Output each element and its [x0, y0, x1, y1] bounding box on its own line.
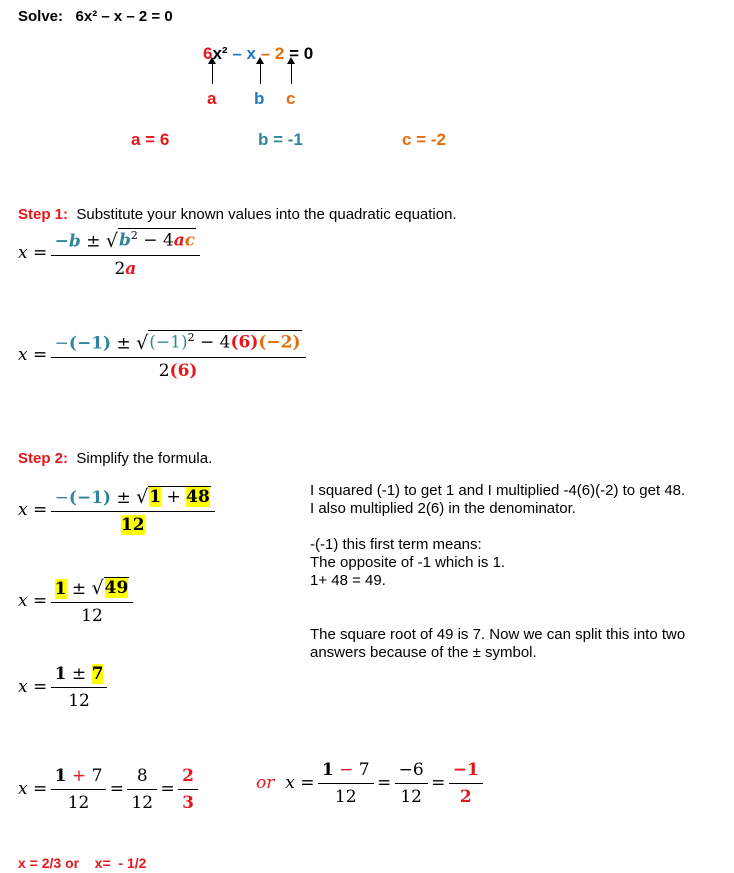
- note-line: 1+ 48 = 49.: [310, 572, 386, 589]
- fraction: [451, 760, 481, 807]
- fraction: [397, 760, 426, 807]
- neg-one: −1: [452, 760, 479, 780]
- equals-sign: =: [109, 779, 125, 799]
- minus: −: [333, 760, 359, 780]
- arrow-up-icon: [260, 63, 261, 84]
- square-root: √ $b^2 - 4ac$: [105, 229, 196, 252]
- plus-minus: ±: [116, 333, 131, 354]
- neg-six: −6: [398, 760, 424, 780]
- coefficient-a: 6: [203, 44, 213, 63]
- coefficient-c: 2: [274, 44, 285, 63]
- fraction: [53, 228, 198, 279]
- var-x: x: [18, 500, 28, 520]
- value-b: b = -1: [258, 130, 303, 149]
- step1-text: Substitute your known values into the quadratic equation.: [76, 206, 457, 223]
- fraction: [180, 766, 196, 813]
- var-x: x: [18, 779, 28, 799]
- var-x: x: [18, 242, 28, 263]
- note-line: answers because of the ± symbol.: [310, 644, 537, 661]
- equals-sign: =: [33, 344, 48, 365]
- twelve: 12: [81, 606, 103, 626]
- twelve: 12: [68, 691, 90, 711]
- equals-sign: =: [300, 773, 315, 793]
- label-c: c: [286, 89, 296, 108]
- simplified-formula-3: [18, 664, 105, 711]
- note-line: The square root of 49 is 7. Now we can split this into two: [310, 626, 686, 643]
- fraction: [53, 664, 106, 711]
- one: 1: [149, 487, 162, 507]
- two: 2: [114, 258, 126, 279]
- one: 1: [321, 760, 334, 780]
- equals-sign: =: [431, 773, 446, 793]
- three: 3: [182, 793, 194, 813]
- final-answer: x = 2/3 or x= - 1/2: [18, 855, 147, 871]
- equals-sign: =: [160, 779, 175, 799]
- equals-sign: =: [33, 242, 48, 263]
- twelve: 12: [400, 787, 422, 807]
- six: (6): [169, 360, 198, 381]
- note-line: I squared (-1) to get 1 and I multiplied -4(6)(-2) to get 48.: [310, 482, 686, 499]
- value-a: a = 6: [131, 130, 170, 149]
- eight: 8: [136, 766, 148, 786]
- forty-eight: 48: [186, 487, 210, 507]
- fraction: [53, 577, 132, 626]
- note-line: The opposite of -1 which is 1.: [310, 554, 506, 571]
- neg-one: (−1): [68, 333, 112, 354]
- fraction: [53, 766, 105, 813]
- arrow-up-icon: [291, 63, 292, 84]
- plus: +: [161, 487, 187, 507]
- a-term: a: [125, 258, 137, 279]
- seven: 7: [91, 766, 103, 786]
- seven: 7: [358, 760, 370, 780]
- var-x: x: [18, 677, 28, 697]
- plus-minus: ±: [71, 664, 87, 684]
- x-squared: x²: [212, 44, 228, 63]
- equals-sign: =: [33, 677, 48, 697]
- solve-label: Solve:: [18, 8, 64, 25]
- minus-four: − 4: [137, 230, 174, 251]
- step1-line: [18, 206, 457, 223]
- minus-four: − 4: [194, 332, 231, 353]
- a-term: a: [173, 230, 185, 251]
- fraction: [53, 330, 304, 381]
- fraction: [129, 766, 155, 813]
- minus-sign-1: –: [227, 44, 247, 63]
- plus: +: [66, 766, 92, 786]
- two: 2: [459, 787, 472, 807]
- plus-minus: ±: [86, 231, 101, 252]
- one: 1: [54, 664, 67, 684]
- equals-sign: =: [33, 500, 48, 520]
- step2-text: Simplify the formula.: [76, 450, 213, 467]
- positive-root-formula: [18, 766, 196, 813]
- solve-line: [18, 8, 173, 25]
- two: 2: [182, 766, 194, 786]
- one: 1: [54, 766, 67, 786]
- square-root: √ 1 + 48: [136, 486, 210, 508]
- neg-one: (−1): [68, 488, 112, 508]
- twelve: 12: [120, 515, 145, 535]
- seven: 7: [91, 664, 104, 684]
- b-term: b: [118, 230, 131, 251]
- equals-sign: =: [33, 591, 48, 611]
- coefficient-b: x: [246, 44, 256, 63]
- forty-nine: 49: [104, 578, 129, 598]
- var-x: x: [285, 773, 295, 793]
- square-root: √ $(-1)^2 - 4(6)(-2)$: [136, 331, 301, 354]
- var-x: x: [18, 591, 28, 611]
- two: 2: [158, 360, 170, 381]
- equals-sign: =: [33, 779, 48, 799]
- neg-two: (−2): [258, 332, 301, 353]
- step2-label: Step 2:: [18, 450, 69, 467]
- note-line: I also multiplied 2(6) in the denominator.: [310, 500, 576, 517]
- twelve: 12: [131, 793, 154, 813]
- substituted-formula: [18, 330, 304, 381]
- note-line: -(-1) this first term means:: [310, 536, 482, 553]
- fraction: [320, 760, 372, 807]
- neg-sign: −: [54, 333, 69, 354]
- simplified-formula-2: [18, 577, 131, 626]
- square-root: √ 49: [91, 577, 129, 599]
- neg-b: −b: [54, 231, 81, 252]
- equals-sign: =: [376, 773, 392, 793]
- neg-sign: −: [54, 488, 69, 508]
- problem-equation: 6x² – x – 2 = 0: [75, 8, 173, 25]
- neg-one-squared: (−1): [149, 332, 188, 353]
- step1-label: Step 1:: [18, 206, 69, 223]
- or-word: or: [256, 773, 275, 793]
- twelve: 12: [334, 787, 357, 807]
- label-a: a: [207, 89, 217, 108]
- fraction: [53, 486, 213, 535]
- var-x: x: [18, 344, 28, 365]
- quadratic-formula: [18, 228, 198, 279]
- minus-sign-2: –: [255, 44, 275, 63]
- plus-minus: ±: [71, 579, 87, 599]
- arrow-up-icon: [212, 63, 213, 84]
- simplified-formula-1: [18, 486, 213, 535]
- negative-root-formula: [256, 760, 481, 807]
- c-term: c: [184, 230, 196, 251]
- twelve: 12: [67, 793, 90, 813]
- value-c: c = -2: [402, 130, 446, 149]
- six: (6): [230, 332, 259, 353]
- equals-zero: = 0: [284, 44, 314, 63]
- plus-minus: ±: [116, 488, 131, 508]
- step2-line: [18, 450, 212, 467]
- one: 1: [54, 579, 67, 599]
- explanation-notes: [310, 482, 685, 662]
- label-b: b: [254, 89, 265, 108]
